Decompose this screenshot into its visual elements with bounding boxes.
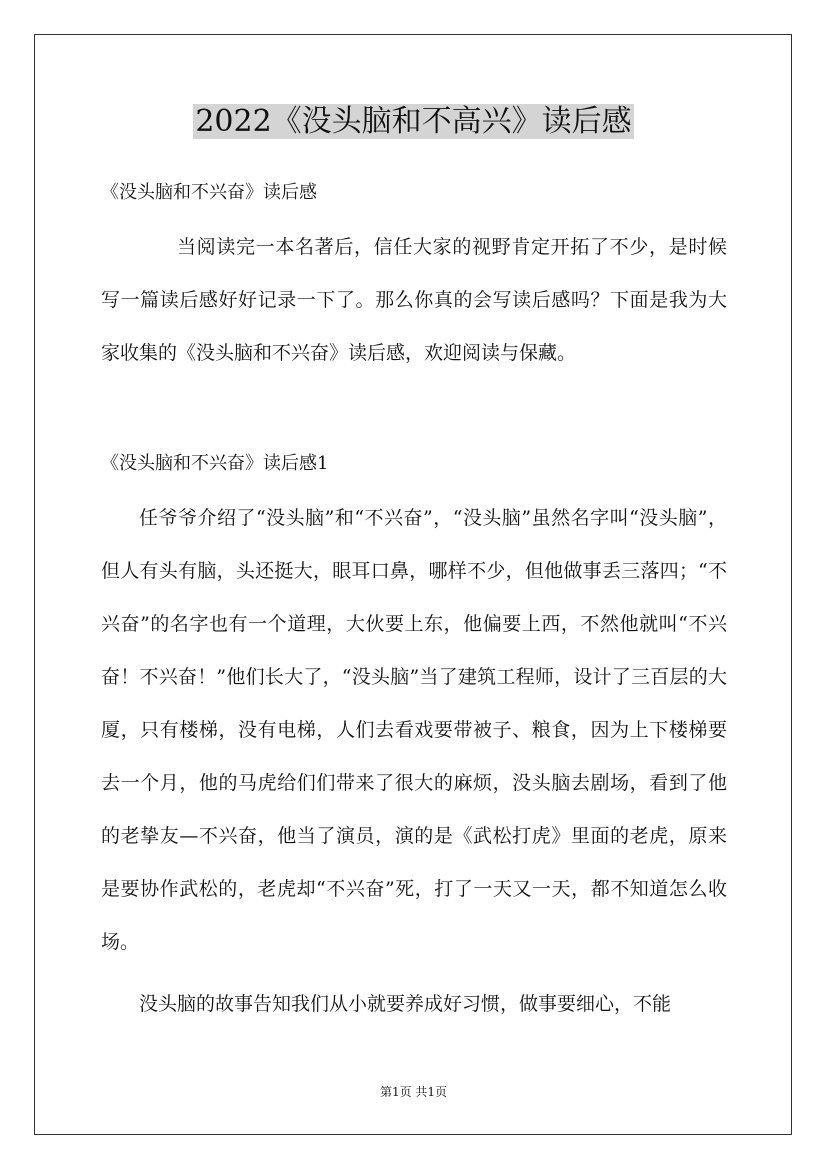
document-title [0, 100, 827, 144]
page-footer: 第1页 共1页 [379, 1085, 448, 1099]
intro-paragraph: 当阅读完一本名著后，信任大家的视野肯定开拓了不少，是时候写一篇读后感好好记录一下了。那么你真的会写读后感吗？下面是我为大家收集的《没头脑和不兴奋》读后感，欢迎阅读与保藏。 [101, 236, 727, 364]
essay-heading: 《没头脑和不兴奋》读后感1 [101, 453, 329, 474]
body-paragraph: 任爷爷介绍了“没头脑”和“不兴奋”，“没头脑”虽然名字叫“没头脑”，但人有头有脑，头还挺大，眼耳口鼻，哪样不少，但他做事丢三落四；“不兴奋”的名字也有一个道理，大伙要上东，他偏要上西，不然他就叫“不兴奋！不兴奋！”他们长大了，“没头脑”当了建筑工程师，设计了三百层的大厦，只有楼梯，没有电梯，人们去看戏要带被子、粮食，因为上下楼梯要去一个月，他的马虎给们们带来了很大的麻烦，没头脑去剧场，看到了他的老挚友—不兴奋，他当了演员，演的是《武松打虎》里面的老虎，原来是要协作武松的，老虎却“不兴奋”死，打了一天又一天，都不知道怎么收场。 [101, 507, 727, 953]
document-title-text: 2022《没头脑和不高兴》读后感 [195, 104, 632, 139]
section-heading: 《没头脑和不兴奋》读后感 [101, 182, 317, 203]
body-paragraph-continued: 没头脑的故事告知我们从小就要养成好习惯，做事要细心，不能 [139, 993, 672, 1015]
